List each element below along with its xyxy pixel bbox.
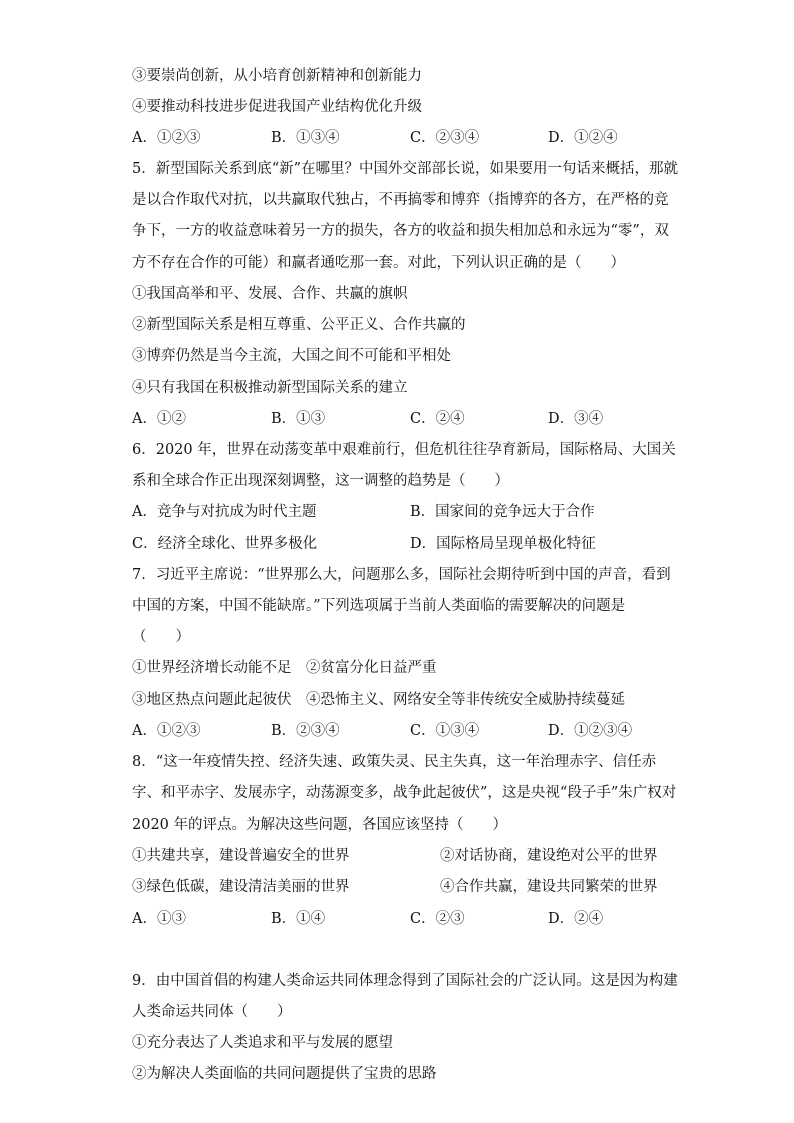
text-line: 人类命运共同体（ ） — [132, 1004, 292, 1020]
answer-option: A．竞争与对抗成为时代主题 — [132, 504, 317, 520]
answer-option: B．国家间的竞争远大于合作 — [410, 504, 595, 520]
text-line: 8．“这一年疫情失控、经济失速、政策失灵、民主失真，这一年治理赤字、信任赤 — [132, 754, 657, 770]
answer-option: A．①③ — [132, 911, 186, 927]
text-line: 中国的方案，中国不能缺席。”下列选项属于当前人类面临的需要解决的问题是 — [132, 598, 626, 614]
answer-option: B．①③ — [271, 411, 326, 427]
answer-option: ③绿色低碳，建设清洁美丽的世界 — [132, 879, 350, 895]
answer-option: A．①② — [132, 411, 186, 427]
text-line: 系和全球合作正出现深刻调整，这一调整的趋势是（ ） — [132, 473, 509, 489]
text-line: 字、和平赤字、发展赤字，动荡源变多，战争此起彼伏”，这是央视“段子手”朱广权对 — [132, 785, 677, 801]
text-line: ④要推动科技进步促进我国产业结构优化升级 — [132, 99, 422, 115]
text-line: ③博弈仍然是当今主流，大国之间不可能和平相处 — [132, 348, 451, 364]
text-line: ③要崇尚创新，从小培育创新精神和创新能力 — [132, 68, 422, 84]
text-line: ③地区热点问题此起彼伏 ④恐怖主义、网络安全等非传统安全威胁持续蔓延 — [132, 692, 625, 708]
answer-option: B．①④ — [271, 911, 326, 927]
answer-option: D．①②④ — [548, 130, 618, 146]
text-line: ①充分表达了人类追求和平与发展的愿望 — [132, 1035, 393, 1051]
answer-option: D．②④ — [548, 911, 604, 927]
text-line: 2020 年的评点。为解决这些问题，各国应该坚持（ ） — [132, 817, 508, 833]
answer-option: C．经济全球化、世界多极化 — [132, 536, 318, 552]
text-line: （ ） — [132, 629, 190, 645]
text-line: ④只有我国在积极推动新型国际关系的建立 — [132, 380, 408, 396]
answer-option: ②对话协商，建设绝对公平的世界 — [440, 848, 658, 864]
answer-option: C．②③ — [410, 911, 465, 927]
answer-option: A．①②③ — [132, 130, 201, 146]
answer-option: ①共建共享，建设普遍安全的世界 — [132, 848, 350, 864]
text-line: 9．由中国首倡的构建人类命运共同体理念得到了国际社会的广泛认同。这是因为构建 — [132, 973, 678, 989]
text-line: 争下，一方的收益意味着另一方的损失，各方的收益和损失相加总和永远为“零”，双 — [132, 223, 669, 239]
text-line: 是以合作取代对抗，以共赢取代独占，不再搞零和博弈（指博弈的各方，在严格的竞 — [132, 192, 669, 208]
answer-option: D．③④ — [548, 411, 604, 427]
answer-option: C．②④ — [410, 411, 465, 427]
answer-option: D．国际格局呈现单极化特征 — [410, 536, 596, 552]
answer-option: A．①②③ — [132, 723, 201, 739]
answer-option: B．②③④ — [271, 723, 340, 739]
text-line: 6．2020 年，世界在动荡变革中艰难前行，但危机往往孕育新局，国际格局、大国关 — [132, 442, 676, 458]
answer-option: ④合作共赢，建设共同繁荣的世界 — [440, 879, 658, 895]
answer-option: B．①③④ — [271, 130, 340, 146]
text-line: ②为解决人类面临的共同问题提供了宝贵的思路 — [132, 1066, 437, 1082]
answer-option: D．①②③④ — [548, 723, 633, 739]
answer-option: C．①③④ — [410, 723, 480, 739]
text-line: 5．新型国际关系到底“新”在哪里？中国外交部部长说，如果要用一句话来概括，那就 — [132, 161, 679, 177]
answer-option: C．②③④ — [410, 130, 480, 146]
text-line: ①世界经济增长动能不足 ②贫富分化日益严重 — [132, 660, 437, 676]
text-line: 方不存在合作的可能）和赢者通吃那一套。对此，下列认识正确的是（ ） — [132, 255, 625, 271]
text-line: ②新型国际关系是相互尊重、公平正义、合作共赢的 — [132, 317, 466, 333]
text-line: ①我国高举和平、发展、合作、共赢的旗帜 — [132, 286, 408, 302]
text-line: 7．习近平主席说：“世界那么大，问题那么多，国际社会期待听到中国的声音，看到 — [132, 567, 671, 583]
